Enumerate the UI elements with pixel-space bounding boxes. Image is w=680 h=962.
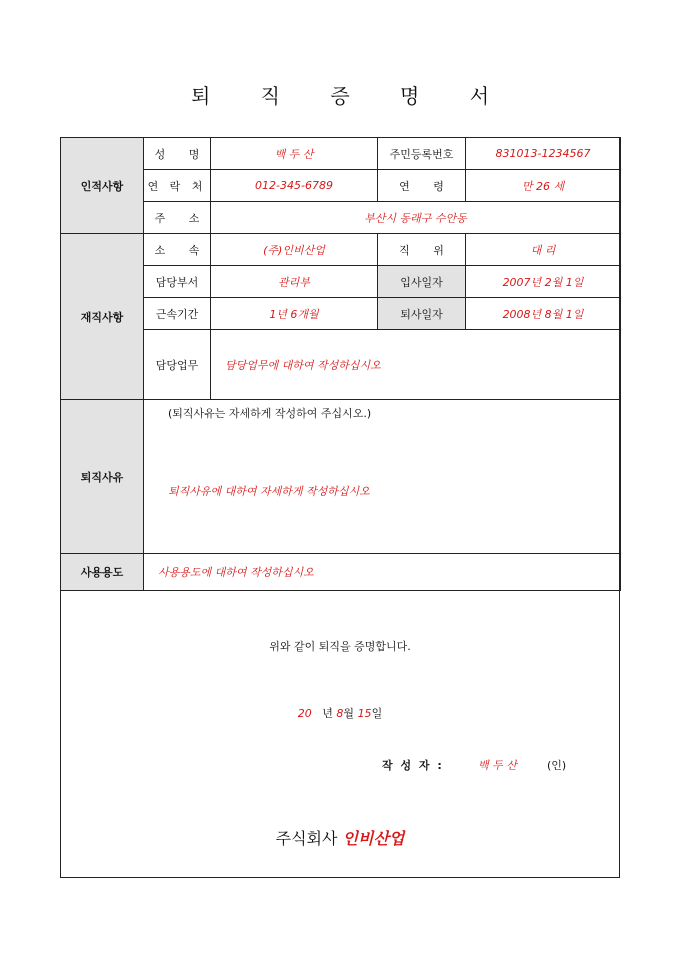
dept-value[interactable]: 관리부 bbox=[211, 266, 378, 298]
reason-cell[interactable] bbox=[144, 400, 621, 554]
company-line bbox=[60, 826, 620, 849]
certificate-form-table bbox=[60, 137, 621, 591]
certify-date bbox=[60, 705, 620, 721]
reason-hint: (퇴직사유는 자세하게 작성하여 주십시오.) bbox=[168, 406, 372, 420]
date-month-num[interactable]: 8 bbox=[336, 707, 344, 720]
duty-label: 담당업무 bbox=[144, 330, 211, 400]
rrn-value[interactable]: 831013-1234567 bbox=[466, 138, 621, 170]
usage-text[interactable]: 사용용도에 대하여 작성하십시오 bbox=[144, 554, 621, 591]
name-value[interactable]: 백 두 산 bbox=[211, 138, 378, 170]
date-day-num[interactable]: 15 bbox=[357, 707, 372, 720]
age-value[interactable]: 만 26 세 bbox=[466, 170, 621, 202]
contact-value[interactable]: 012-345-6789 bbox=[211, 170, 378, 202]
tenure-value[interactable]: 1년 6개월 bbox=[211, 298, 378, 330]
join-date-value[interactable]: 2007년 2월 1일 bbox=[466, 266, 621, 298]
join-date-label: 입사일자 bbox=[378, 266, 466, 298]
seal-mark: (인) bbox=[547, 759, 567, 772]
affiliation-label: 소 속 bbox=[144, 234, 211, 266]
duty-value[interactable]: 담당업무에 대하여 작성하십시오 bbox=[211, 330, 621, 400]
document-title: 퇴 직 증 명 서 bbox=[190, 84, 512, 108]
usage-category: 사용용도 bbox=[61, 554, 144, 591]
author-label: 작 성 자 : bbox=[382, 759, 444, 772]
reason-category: 퇴직사유 bbox=[61, 400, 144, 554]
company-prefix: 주식회사 bbox=[275, 829, 338, 848]
certify-statement: 위와 같이 퇴직을 증명합니다. bbox=[269, 640, 411, 653]
employment-category: 재직사항 bbox=[61, 234, 144, 400]
date-century[interactable]: 20 bbox=[297, 707, 312, 720]
name-label: 성 명 bbox=[144, 138, 211, 170]
address-label: 주 소 bbox=[144, 202, 211, 234]
age-label: 연 령 bbox=[378, 170, 466, 202]
address-value[interactable]: 부산시 동래구 수안동 bbox=[211, 202, 621, 234]
reason-text[interactable]: 퇴직사유에 대하여 자세하게 작성하십시오 bbox=[168, 484, 370, 498]
position-value[interactable]: 대 리 bbox=[466, 234, 621, 266]
contact-label: 연 락 처 bbox=[144, 170, 211, 202]
dept-label: 담당부서 bbox=[144, 266, 211, 298]
rrn-label: 주민등록번호 bbox=[378, 138, 466, 170]
date-month-label: 월 bbox=[343, 707, 355, 720]
position-label: 직 위 bbox=[378, 234, 466, 266]
leave-date-value[interactable]: 2008년 8월 1일 bbox=[466, 298, 621, 330]
tenure-label: 근속기간 bbox=[144, 298, 211, 330]
personal-category: 인적사항 bbox=[61, 138, 144, 234]
company-name[interactable]: 인비산업 bbox=[342, 829, 405, 848]
date-year-label: 년 bbox=[322, 707, 333, 720]
date-day-label: 일 bbox=[371, 707, 383, 720]
author-name[interactable]: 백 두 산 bbox=[478, 759, 517, 772]
leave-date-label: 퇴사일자 bbox=[378, 298, 466, 330]
affiliation-value[interactable]: (주)인비산업 bbox=[211, 234, 378, 266]
